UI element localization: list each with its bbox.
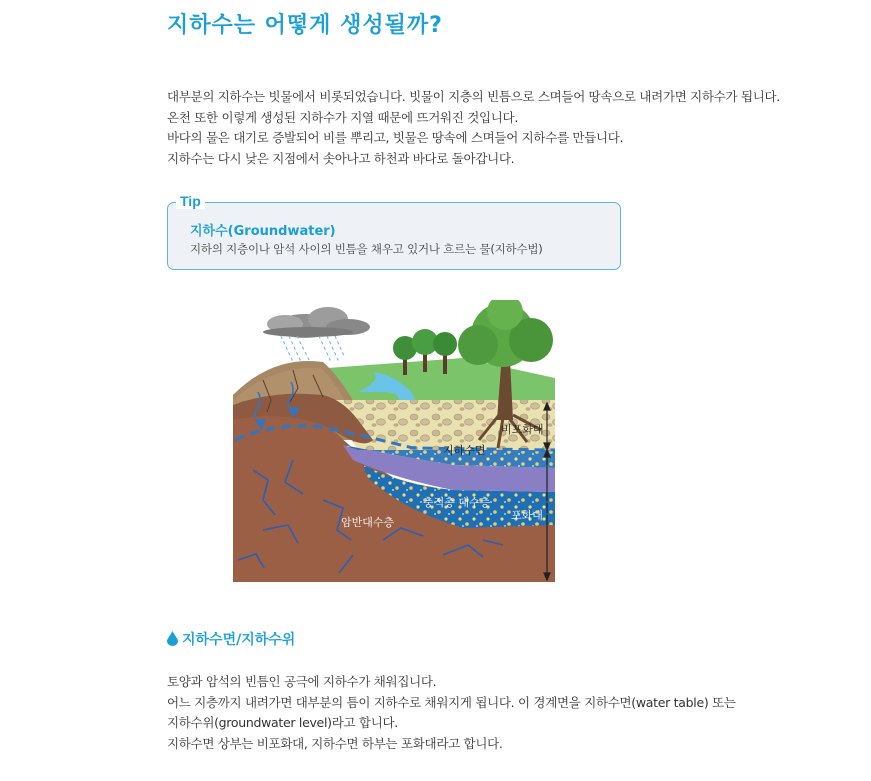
page-title: 지하수는 어떻게 생성될까? (167, 13, 443, 38)
saturated-zone-label: 포화대 (511, 509, 543, 522)
intro-line: 바다의 물은 대기로 증발되어 비를 뿌리고, 빗물은 땅속에 스며들어 지하수를 만듭니다. (167, 130, 624, 145)
tip-term: 지하수(Groundwater) (190, 224, 336, 239)
rain-icon (281, 336, 345, 362)
section-body (167, 672, 857, 754)
section-heading (167, 629, 295, 650)
intro-text (167, 87, 847, 169)
bedrock-aquifer-label: 암반대수층 (341, 516, 395, 529)
tip-box (167, 193, 621, 270)
groundwater-diagram (233, 300, 558, 585)
body-line: 지하수위(groundwater level)라고 합니다. (167, 715, 398, 730)
intro-line: 지하수는 다시 낮은 지점에서 솟아나고 하천과 바다로 돌아갑니다. (167, 150, 515, 166)
water-table-label: 지하수면 (443, 444, 486, 457)
intro-line: 대부분의 지하수는 빗물에서 비롯되었습니다. 빗물이 지층의 빈틈으로 스며들어 땅속으로 내려가면 지하수가 됩니다. (167, 89, 780, 104)
tip-definition: 지하의 지층이나 암석 사이의 빈틈을 채우고 있거나 흐르는 물(지하수법) (190, 242, 543, 256)
cloud-icon (263, 307, 370, 338)
body-line: 토양과 암석의 빈틈인 공극에 지하수가 채워집니다. (167, 674, 437, 689)
body-line: 지하수면 상부는 비포화대, 지하수면 하부는 포화대라고 합니다. (167, 735, 503, 751)
intro-line: 온천 또한 이렇게 생성된 지하수가 지열 때문에 뜨거워진 것입니다. (167, 109, 518, 125)
tip-label: Tip (176, 193, 205, 209)
water-drop-icon (167, 631, 178, 650)
sediment-aquifer-label: 충적층 대수층 (423, 496, 491, 509)
section-heading-text: 지하수면/지하수위 (182, 632, 296, 648)
body-line: 어느 지층까지 내려가면 대부분의 틈이 지하수로 채워지게 됩니다. 이 경계면을 지하수면(water table) 또는 (167, 694, 736, 710)
unsaturated-zone-label: 비포화대 (501, 423, 544, 436)
